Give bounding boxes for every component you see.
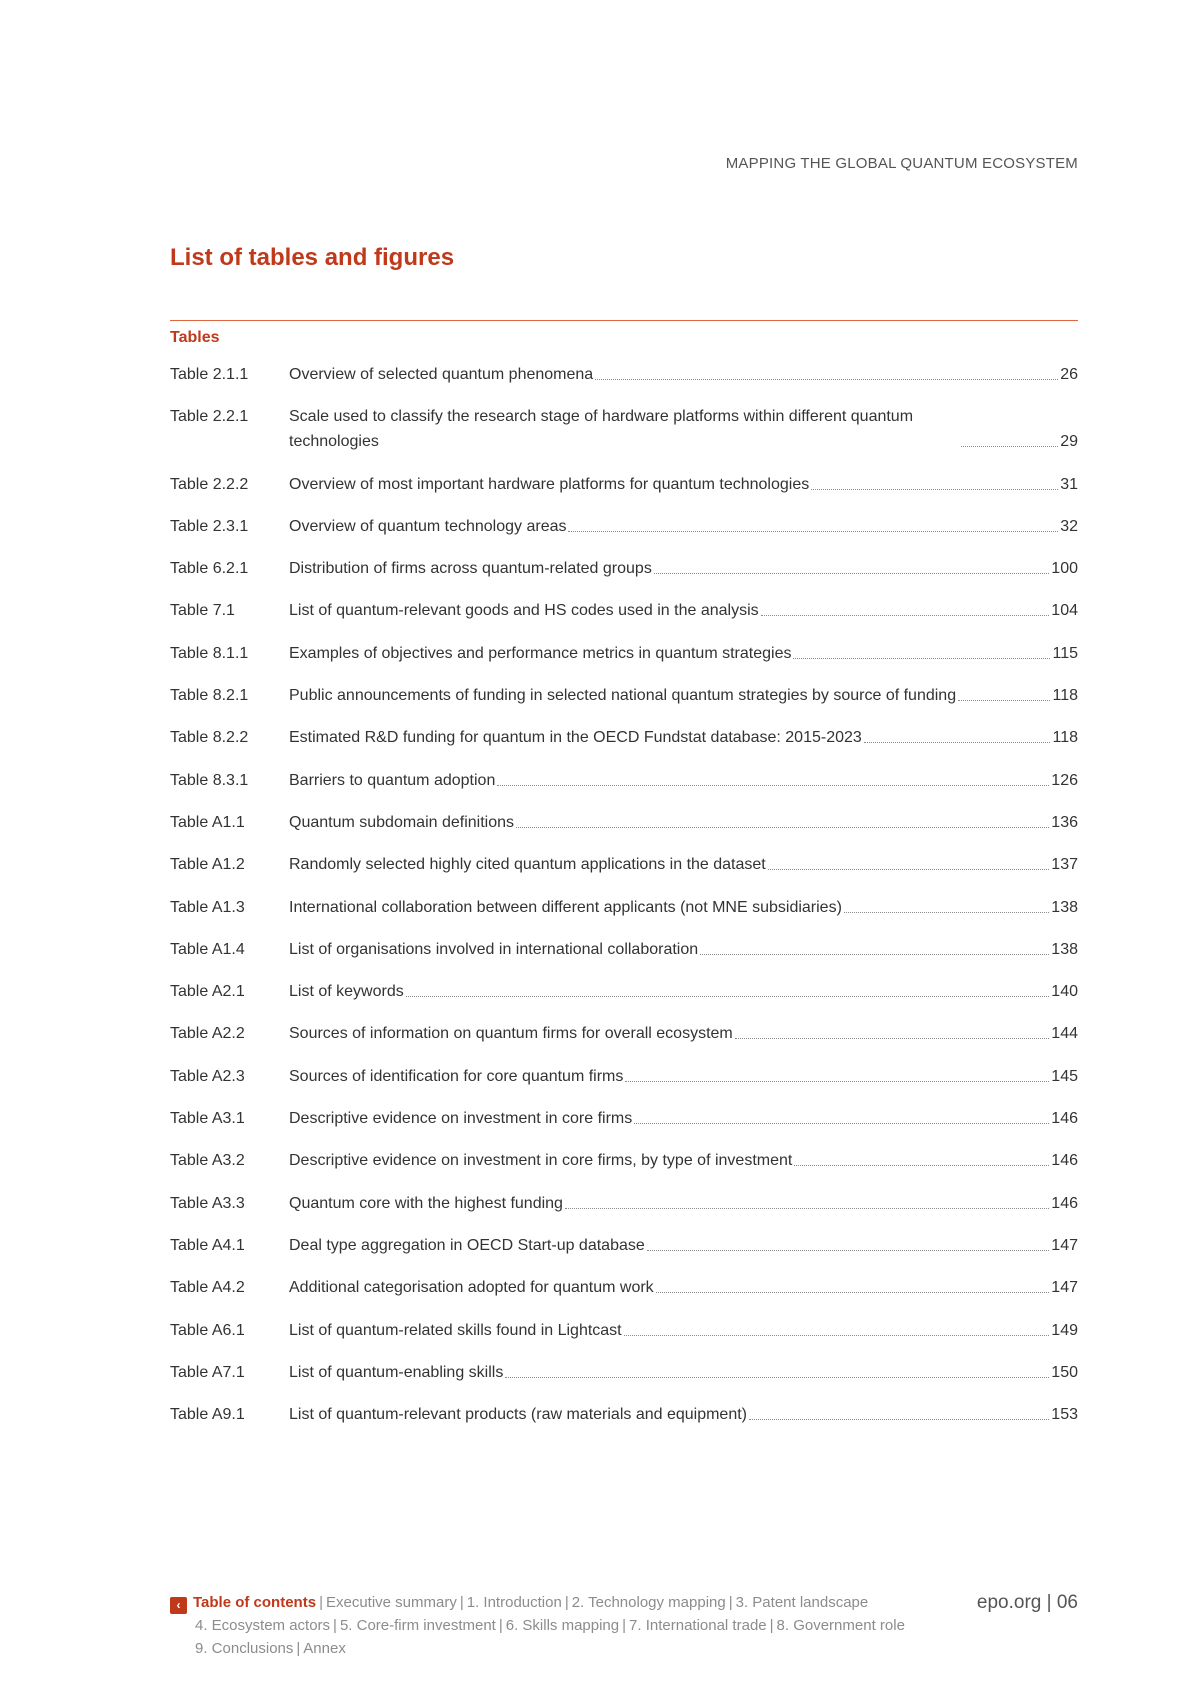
- nav-separator: |: [319, 1594, 323, 1611]
- toc-entry[interactable]: [170, 768, 1078, 793]
- dot-leader: [761, 615, 1050, 616]
- table-number: Table A6.1: [170, 1321, 245, 1339]
- entry-body: [289, 472, 1078, 497]
- table-number: Table A4.2: [170, 1279, 245, 1297]
- page-ref: 118: [1052, 729, 1078, 747]
- entry-body: [289, 1360, 1078, 1385]
- page-ref: 147: [1051, 1279, 1078, 1297]
- footer-nav-link[interactable]: Executive summary: [325, 1594, 457, 1611]
- dot-leader: [516, 827, 1049, 828]
- table-title: Overview of selected quantum phenomena: [289, 366, 594, 383]
- page-ref: 29: [1060, 433, 1078, 451]
- table-number: Table 2.2.1: [170, 408, 249, 426]
- page-identifier: [977, 1591, 1078, 1614]
- table-number: Table A2.3: [170, 1067, 245, 1085]
- toc-entry[interactable]: [170, 1148, 1078, 1173]
- page-ref: 115: [1052, 644, 1078, 662]
- page-ref: 147: [1051, 1236, 1078, 1254]
- dot-leader: [656, 1292, 1050, 1293]
- nav-separator: |: [622, 1617, 627, 1634]
- table-number: Table A9.1: [170, 1406, 245, 1424]
- dot-leader: [768, 869, 1050, 870]
- dot-leader: [958, 700, 1050, 701]
- table-number: Table A3.1: [170, 1110, 245, 1128]
- table-number: Table 6.2.1: [170, 560, 249, 578]
- entry-body: [289, 1233, 1078, 1258]
- entry-body: [289, 1106, 1078, 1131]
- nav-separator: |: [333, 1617, 337, 1634]
- table-title: Quantum subdomain definitions: [289, 813, 515, 831]
- toc-entry[interactable]: [170, 1233, 1078, 1258]
- table-number: Table 2.3.1: [170, 517, 249, 535]
- entry-body: [289, 852, 1078, 877]
- entry-body: [289, 514, 1078, 539]
- nav-separator: |: [564, 1594, 569, 1611]
- footer-nav-link[interactable]: 6. Skills mapping: [505, 1617, 620, 1634]
- page-ref: 126: [1051, 771, 1078, 789]
- dot-leader: [505, 1377, 1049, 1378]
- entry-body: [289, 598, 1078, 623]
- dot-leader: [624, 1335, 1050, 1336]
- entry-body: [289, 1318, 1078, 1343]
- table-number: Table 8.2.1: [170, 687, 249, 705]
- page-ref: 149: [1051, 1321, 1078, 1339]
- dot-leader: [568, 531, 1058, 532]
- nav-separator: |: [769, 1617, 774, 1634]
- table-title: Barriers to quantum adoption: [289, 771, 496, 789]
- table-number: Table 2.1.1: [170, 366, 249, 383]
- table-title: Additional categorisation adopted for quantum work: [289, 1279, 654, 1297]
- page-ref: 146: [1051, 1152, 1078, 1170]
- dot-leader: [961, 446, 1058, 447]
- footer-nav-link[interactable]: 2. Technology mapping: [571, 1594, 726, 1611]
- page-ref: 118: [1052, 687, 1078, 705]
- toc-entry[interactable]: [170, 1275, 1078, 1300]
- footer-nav-line: [170, 1591, 970, 1614]
- dot-leader: [634, 1123, 1049, 1124]
- table-title: Estimated R&D funding for quantum in the OECD Fundstat database: 2015-2023: [289, 729, 862, 747]
- entry-body: [289, 810, 1078, 835]
- page-separator: |: [1046, 1592, 1057, 1613]
- page-ref: 146: [1051, 1194, 1078, 1212]
- dot-leader: [811, 489, 1058, 490]
- tables-list: [170, 362, 1078, 1444]
- entry-body: [289, 404, 1078, 454]
- toc-entry[interactable]: [170, 725, 1078, 750]
- table-number: Table 8.1.1: [170, 644, 249, 662]
- dot-leader: [565, 1208, 1049, 1209]
- footer-nav-link[interactable]: Annex: [303, 1640, 346, 1657]
- table-number: Table 8.3.1: [170, 771, 249, 789]
- toc-entry[interactable]: [170, 1402, 1078, 1427]
- table-number: Table A2.1: [170, 983, 245, 1001]
- page-ref: 100: [1051, 560, 1078, 578]
- page-ref: 26: [1060, 366, 1078, 383]
- table-title: Overview of quantum technology areas: [289, 517, 567, 535]
- nav-separator: |: [459, 1594, 464, 1611]
- toc-entry[interactable]: [170, 404, 1078, 454]
- footer-nav-link[interactable]: 9. Conclusions: [195, 1640, 294, 1657]
- table-title: Sources of information on quantum firms for overall ecosystem: [289, 1025, 733, 1043]
- toc-entry[interactable]: [170, 895, 1078, 920]
- section-heading-tables: Tables: [170, 329, 220, 346]
- table-title: Descriptive evidence on investment in core firms, by type of investment: [289, 1152, 793, 1170]
- table-number: Table A1.3: [170, 898, 245, 916]
- dot-leader: [406, 996, 1050, 997]
- table-number: Table A1.1: [170, 813, 245, 831]
- toc-entry[interactable]: [170, 1360, 1078, 1385]
- toc-entry[interactable]: [170, 1318, 1078, 1343]
- toc-entry[interactable]: [170, 1021, 1078, 1046]
- dot-leader: [647, 1250, 1050, 1251]
- table-number: Table A2.2: [170, 1025, 245, 1043]
- toc-entry[interactable]: [170, 810, 1078, 835]
- entry-body: [289, 556, 1078, 581]
- table-title: List of organisations involved in international collaboration: [289, 940, 699, 958]
- toc-entry[interactable]: [170, 683, 1078, 708]
- entry-body: [289, 1021, 1078, 1046]
- toc-entry[interactable]: [170, 937, 1078, 962]
- page-ref: 138: [1051, 940, 1078, 958]
- table-title: Scale used to classify the research stage of hardware platforms within different quantum technologies: [289, 408, 914, 451]
- nav-separator: |: [728, 1594, 733, 1611]
- table-title: Overview of most important hardware platforms for quantum technologies: [289, 475, 810, 493]
- table-title: Deal type aggregation in OECD Start-up database: [289, 1236, 645, 1254]
- toc-entry[interactable]: [170, 979, 1078, 1004]
- table-title: List of keywords: [289, 983, 404, 1001]
- page-ref: 32: [1060, 517, 1078, 535]
- page-ref: 138: [1051, 898, 1078, 916]
- table-title: List of quantum-related skills found in Lightcast: [289, 1321, 622, 1339]
- dot-leader: [844, 912, 1049, 913]
- footer-nav-link[interactable]: 5. Core-firm investment: [339, 1617, 496, 1634]
- page-ref: 136: [1051, 813, 1078, 831]
- table-number: Table 2.2.2: [170, 475, 249, 493]
- toc-entry[interactable]: [170, 514, 1078, 539]
- entry-body: [289, 895, 1078, 920]
- running-header: MAPPING THE GLOBAL QUANTUM ECOSYSTEM: [725, 155, 1078, 172]
- page-ref: 153: [1051, 1406, 1078, 1424]
- table-title: List of quantum-relevant goods and HS codes used in the analysis: [289, 602, 759, 620]
- dot-leader: [793, 658, 1050, 659]
- footer-nav-link[interactable]: Table of contents: [193, 1594, 317, 1611]
- entry-body: [289, 1402, 1078, 1427]
- page-ref: 146: [1051, 1110, 1078, 1128]
- page-ref: 104: [1051, 602, 1078, 620]
- entry-body: [289, 1191, 1078, 1216]
- toc-entry[interactable]: [170, 852, 1078, 877]
- entry-body: [289, 1275, 1078, 1300]
- page-title: List of tables and figures: [170, 244, 455, 271]
- entry-body: [289, 362, 1078, 387]
- table-number: Table A7.1: [170, 1363, 245, 1381]
- dot-leader: [700, 954, 1049, 955]
- section-divider: [170, 320, 1078, 321]
- page-ref: 150: [1051, 1363, 1078, 1381]
- page-ref: 145: [1051, 1067, 1078, 1085]
- toc-entry[interactable]: [170, 598, 1078, 623]
- footer-nav-link[interactable]: 1. Introduction: [466, 1594, 562, 1611]
- page-ref: 31: [1060, 475, 1078, 493]
- table-title: Distribution of firms across quantum-related groups: [289, 560, 652, 578]
- nav-separator: |: [498, 1617, 503, 1634]
- toc-entry[interactable]: [170, 1191, 1078, 1216]
- table-number: Table A4.1: [170, 1236, 245, 1254]
- table-title: List of quantum-enabling skills: [289, 1363, 504, 1381]
- footer-nav-link[interactable]: 8. Government role: [776, 1617, 905, 1634]
- table-title: Descriptive evidence on investment in core firms: [289, 1110, 633, 1128]
- table-number: Table A1.4: [170, 940, 245, 958]
- dot-leader: [595, 379, 1058, 380]
- table-number: Table A3.3: [170, 1194, 245, 1212]
- toc-entry[interactable]: [170, 472, 1078, 497]
- table-title: International collaboration between different applicants (not MNE subsidiaries): [289, 898, 842, 916]
- table-number: Table 8.2.2: [170, 729, 249, 747]
- page-ref: 137: [1051, 856, 1078, 874]
- dot-leader: [654, 573, 1049, 574]
- entry-body: [289, 641, 1078, 666]
- entry-body: [289, 768, 1078, 793]
- chevron-left-icon[interactable]: ‹: [170, 1597, 187, 1614]
- nav-separator: |: [296, 1640, 301, 1657]
- entry-body: [289, 1064, 1078, 1089]
- dot-leader: [749, 1419, 1049, 1420]
- dot-leader: [497, 785, 1049, 786]
- table-title: Quantum core with the highest funding: [289, 1194, 563, 1212]
- dot-leader: [864, 742, 1051, 743]
- site-link[interactable]: epo.org: [976, 1592, 1042, 1613]
- footer-navigation: [170, 1591, 970, 1660]
- table-title: Public announcements of funding in selected national quantum strategies by source of funding: [289, 687, 957, 705]
- entry-body: [289, 937, 1078, 962]
- page-number: 06: [1056, 1592, 1078, 1613]
- page-ref: 140: [1051, 983, 1078, 1001]
- dot-leader: [735, 1038, 1050, 1039]
- toc-entry[interactable]: [170, 362, 1078, 387]
- entry-body: [289, 683, 1078, 708]
- page-ref: 144: [1051, 1025, 1078, 1043]
- footer-nav-link[interactable]: 3. Patent landscape: [735, 1594, 869, 1611]
- toc-entry[interactable]: [170, 1064, 1078, 1089]
- footer-nav-line: [170, 1614, 970, 1637]
- toc-entry[interactable]: [170, 1106, 1078, 1131]
- footer-nav-line: [170, 1637, 970, 1660]
- table-title: List of quantum-relevant products (raw materials and equipment): [289, 1406, 747, 1424]
- entry-body: [289, 1148, 1078, 1173]
- table-number: Table A3.2: [170, 1152, 245, 1170]
- entry-body: [289, 725, 1078, 750]
- dot-leader: [794, 1165, 1049, 1166]
- dot-leader: [625, 1081, 1049, 1082]
- table-title: Sources of identification for core quantum firms: [289, 1067, 624, 1085]
- footer-nav-link[interactable]: 7. International trade: [629, 1617, 767, 1634]
- footer-nav-link[interactable]: 4. Ecosystem actors: [195, 1617, 331, 1634]
- entry-body: [289, 979, 1078, 1004]
- footer: [170, 1591, 1078, 1661]
- toc-entry[interactable]: [170, 556, 1078, 581]
- table-number: Table A1.2: [170, 856, 245, 874]
- table-title: Examples of objectives and performance metrics in quantum strategies: [289, 644, 792, 662]
- table-number: Table 7.1: [170, 602, 235, 620]
- table-title: Randomly selected highly cited quantum applications in the dataset: [289, 856, 766, 874]
- toc-entry[interactable]: [170, 641, 1078, 666]
